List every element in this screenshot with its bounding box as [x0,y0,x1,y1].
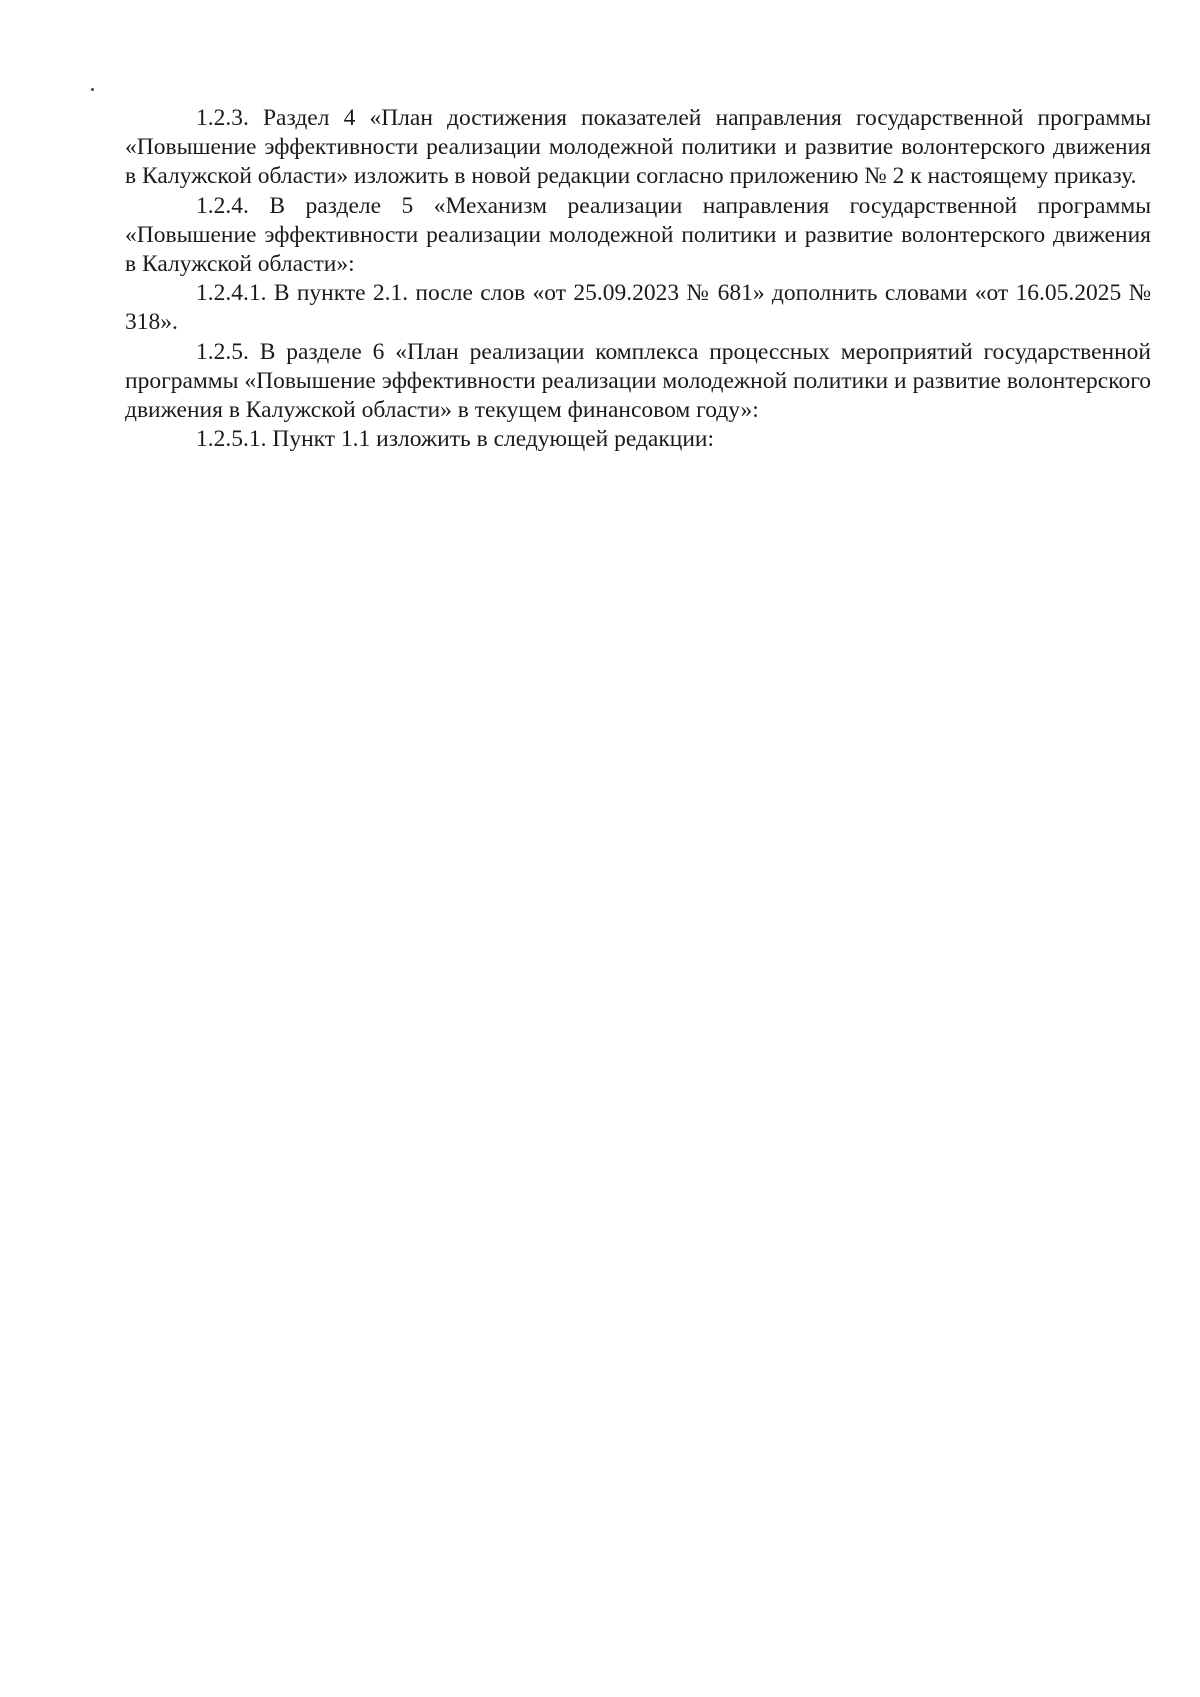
paragraph-1-2-5: 1.2.5. В разделе 6 «План реализации комплекса процессных мероприятий государственной программы «Повышение эффективности реализации молодежной политики и развитие волонтерского движения в Калужской области» в текущем финансовом году»: [125,338,1151,424]
scan-artifact-dot [91,88,94,91]
paragraph-1-2-3: 1.2.3. Раздел 4 «План достижения показателей направления государственной программы «Повышение эффективности реализации молодежной политики и развитие волонтерского движения в Калужской области» изложить в новой редакции согласно приложению № 2 к настоящему приказу. [125,105,1151,190]
document-body [125,104,1151,454]
paragraph-1-2-5-1: 1.2.5.1. Пункт 1.1 изложить в следующей редакции: [196,426,715,453]
paragraph-1-2-4: 1.2.4. В разделе 5 «Механизм реализации направления государственной программы «Повышение эффективности реализации молодежной политики и развитие волонтерского движения в Калужской области»: [125,192,1151,278]
paragraph-1-2-4-1: 1.2.4.1. В пункте 2.1. после слов «от 25.09.2023 № 681» дополнить словами «от 16.05.2025 № 318». [125,280,1151,336]
